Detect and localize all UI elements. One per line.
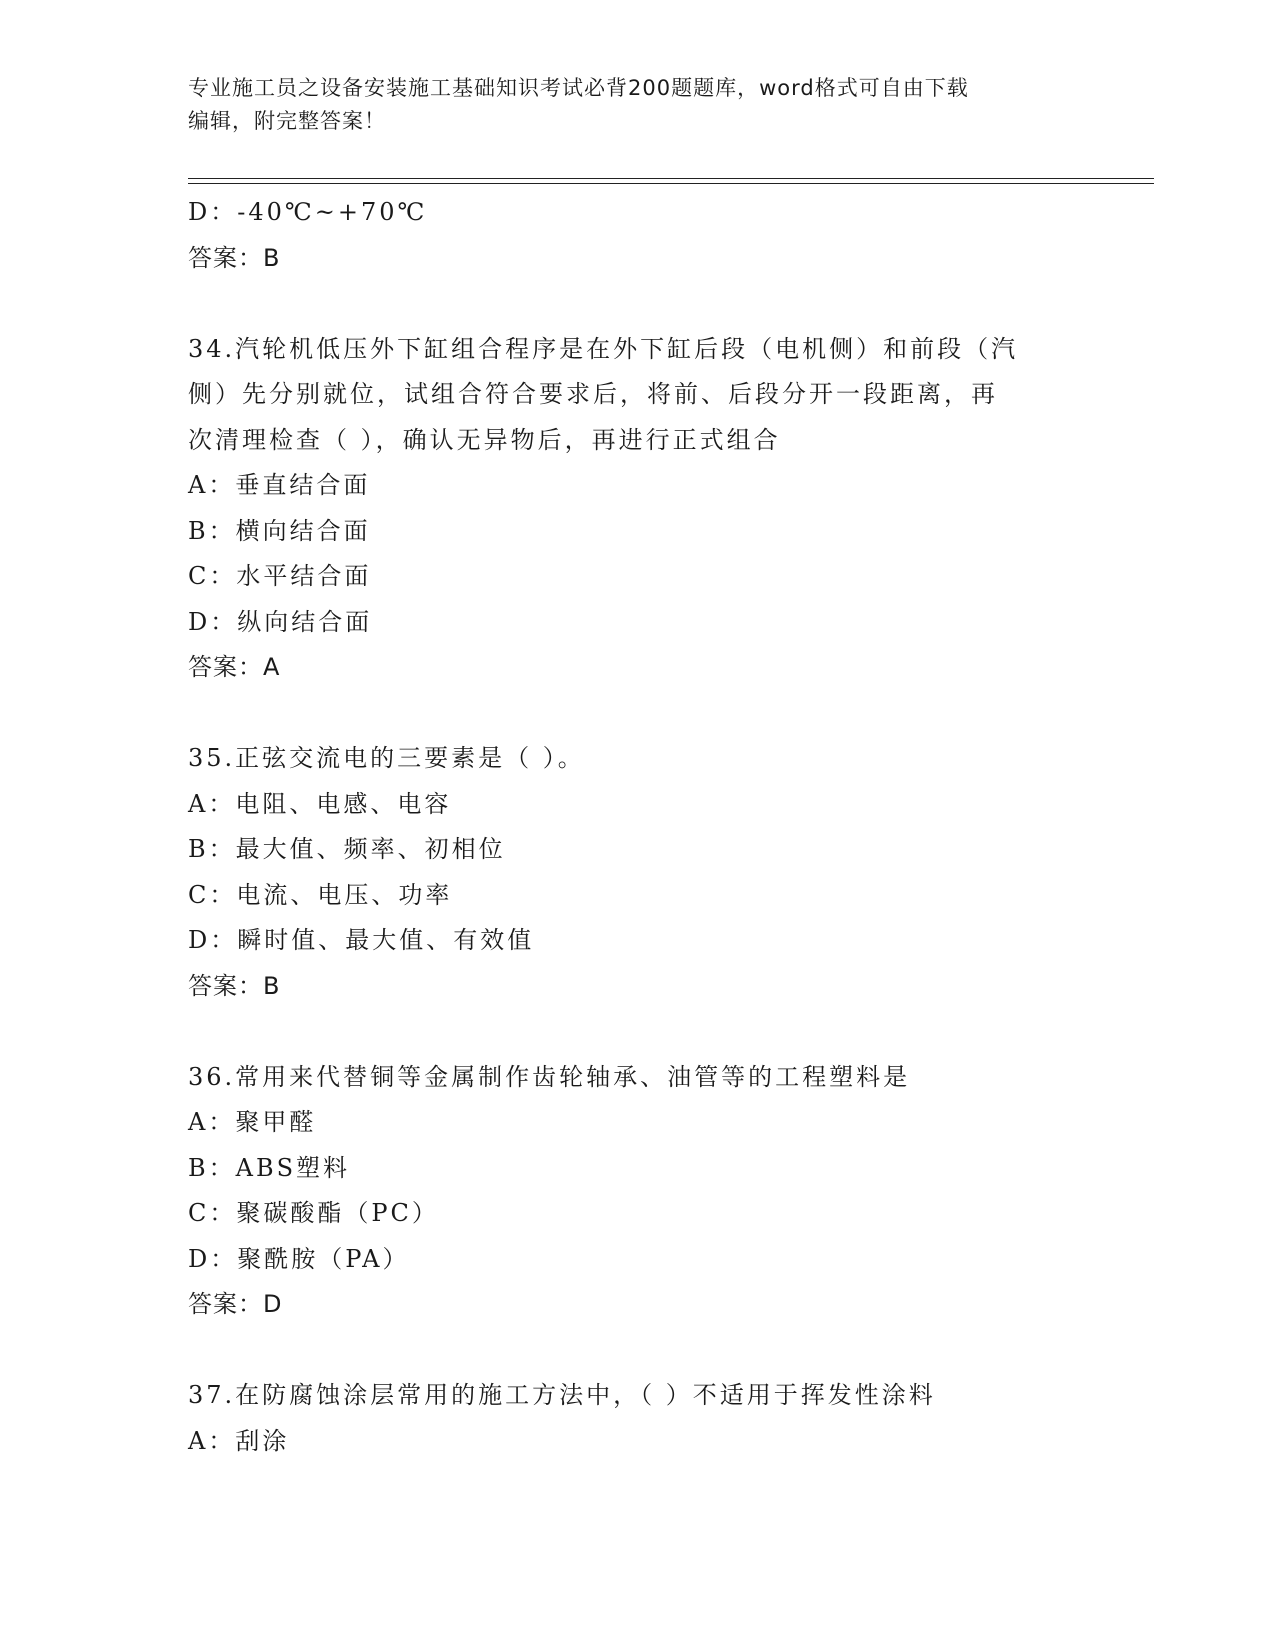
option-a: A：电阻、电感、电容 xyxy=(188,789,452,818)
question-34 xyxy=(188,327,1088,691)
answer-line: 答案：A xyxy=(188,653,281,681)
question-36 xyxy=(188,1055,1088,1328)
option-c: C：聚碳酸酯（PC） xyxy=(188,1199,439,1227)
option-b: B：横向结合面 xyxy=(188,516,371,545)
question-list xyxy=(188,190,1088,1464)
option-a: A：垂直结合面 xyxy=(188,471,371,499)
option-b: B：ABS塑料 xyxy=(188,1153,351,1182)
option-c: C：电流、电压、功率 xyxy=(188,880,453,909)
header-rule-top xyxy=(188,178,1154,179)
header-rule-bottom xyxy=(188,183,1154,184)
question-stem-line: 34.汽轮机低压外下缸组合程序是在外下缸后段（电机侧）和前段（汽 xyxy=(188,334,1019,363)
option-d: D：-40℃~+70℃ xyxy=(188,198,428,226)
option-a: A：刮涂 xyxy=(188,1426,290,1455)
question-stem-line: 次清理检查（ ），确认无异物后，再进行正式组合 xyxy=(188,425,781,454)
document-header xyxy=(188,72,1088,138)
question-37 xyxy=(188,1373,1088,1464)
answer-line: 答案：B xyxy=(188,971,281,1000)
question-stem-line: 37.在防腐蚀涂层常用的施工方法中，（ ）不适用于挥发性涂料 xyxy=(188,1381,936,1409)
option-d: D：聚酰胺（PA） xyxy=(188,1244,410,1273)
option-b: B：最大值、频率、初相位 xyxy=(188,835,506,863)
question-stem-line: 36.常用来代替铜等金属制作齿轮轴承、油管等的工程塑料是 xyxy=(188,1062,911,1091)
header-line-2: 编辑，附完整答案！ xyxy=(188,109,386,133)
header-line-1: 专业施工员之设备安装施工基础知识考试必背200题题库，word格式可自由下载 xyxy=(188,76,969,100)
answer-line: 答案：D xyxy=(188,1290,283,1318)
question-stem-line: 侧）先分别就位，试组合符合要求后，将前、后段分开一段距离，再 xyxy=(188,380,998,408)
option-d: D：瞬时值、最大值、有效值 xyxy=(188,926,535,954)
question-35 xyxy=(188,736,1088,1009)
option-d: D：纵向结合面 xyxy=(188,607,373,636)
option-c: C：水平结合面 xyxy=(188,562,372,590)
question-stem-line: 35.正弦交流电的三要素是（ ）。 xyxy=(188,744,585,772)
option-a: A：聚甲醛 xyxy=(188,1108,317,1136)
answer-line: 答案：B xyxy=(188,243,281,272)
